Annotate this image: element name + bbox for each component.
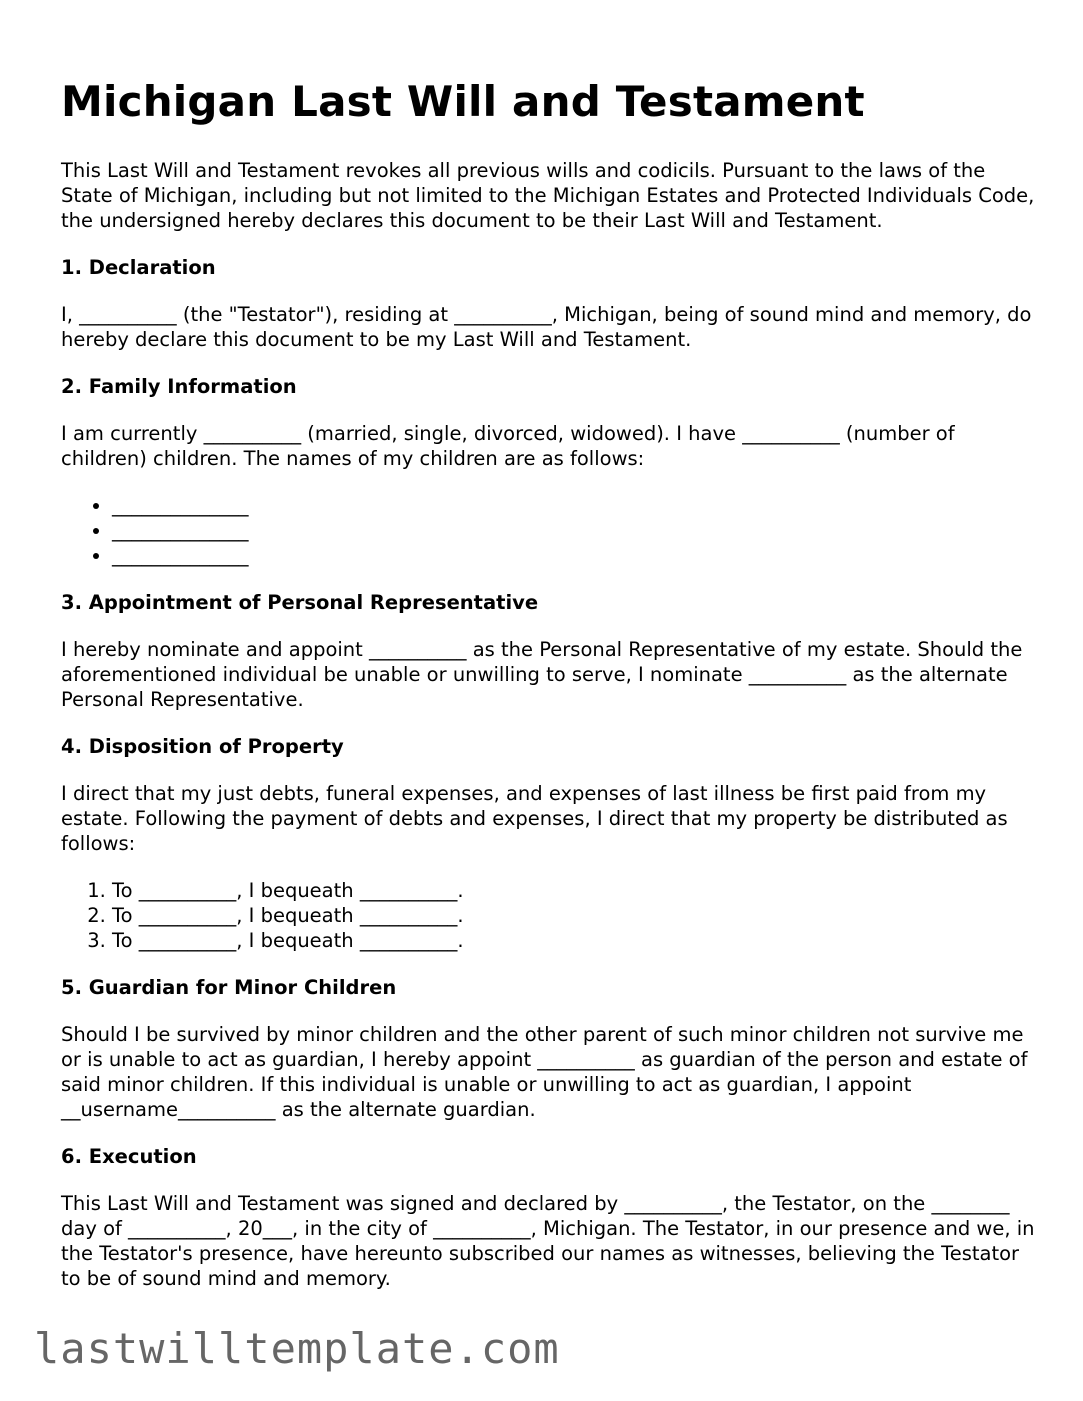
family-text: I am currently __________ (married, single, divorced, widowed). I have __________ (number of children) children. The names of my children are as follows: <box>61 422 955 470</box>
watermark: lastwilltemplate.com <box>34 1324 560 1373</box>
document-title: Michigan Last Will and Testament <box>61 77 865 126</box>
list-item: 1. To __________, I bequeath __________. <box>112 878 1036 903</box>
children-list <box>61 493 1036 568</box>
bequest-list <box>61 878 1036 953</box>
execution-text: This Last Will and Testament was signed and declared by __________, the Testator, on the ________ day of __________, 20___, in the city of __________, Michigan. The Testator, in our presence and we, in the Testator's presence, have hereunto subscribed our names as witnesses, believing the Testator to be of sound mind and memory. <box>61 1192 1035 1290</box>
list-item: 3. To __________, I bequeath __________. <box>112 928 1036 953</box>
representative-text: I hereby nominate and appoint __________ as the Personal Representative of my estate. Should the aforementioned individual be unable or unwilling to serve, I nominate __________ as the alternate Personal Representative. <box>61 638 1023 711</box>
section-heading-property: 4. Disposition of Property <box>61 735 344 758</box>
section-heading-representative: 3. Appointment of Personal Representative <box>61 591 539 614</box>
section-heading-family: 2. Family Information <box>61 375 297 398</box>
section-heading-execution: 6. Execution <box>61 1145 197 1168</box>
list-item: • ______________ <box>112 493 1036 518</box>
list-item: 2. To __________, I bequeath __________. <box>112 903 1036 928</box>
declaration-text: I, __________ (the "Testator"), residing at __________, Michigan, being of sound mind and memory, do hereby declare this document to be my Last Will and Testament. <box>61 303 1032 351</box>
intro-paragraph: This Last Will and Testament revokes all previous wills and codicils. Pursuant to the laws of the State of Michigan, including but not limited to the Michigan Estates and Protected Individuals Code, the undersigned hereby declares this document to be their Last Will and Testament. <box>61 159 1035 232</box>
property-text: I direct that my just debts, funeral expenses, and expenses of last illness be first paid from my estate. Following the payment of debts and expenses, I direct that my property be distributed as follows: <box>61 782 1008 855</box>
section-heading-declaration: 1. Declaration <box>61 256 216 279</box>
guardian-text: Should I be survived by minor children and the other parent of such minor children not survive me or is unable to act as guardian, I hereby appoint __________ as guardian of the person and estate of said minor children. If this individual is unable or unwilling to act as guardian, I appoint __username__________ as the alternate guardian. <box>61 1023 1028 1121</box>
section-heading-guardian: 5. Guardian for Minor Children <box>61 976 397 999</box>
document-page <box>61 76 1036 1313</box>
list-item: • ______________ <box>112 543 1036 568</box>
list-item: • ______________ <box>112 518 1036 543</box>
